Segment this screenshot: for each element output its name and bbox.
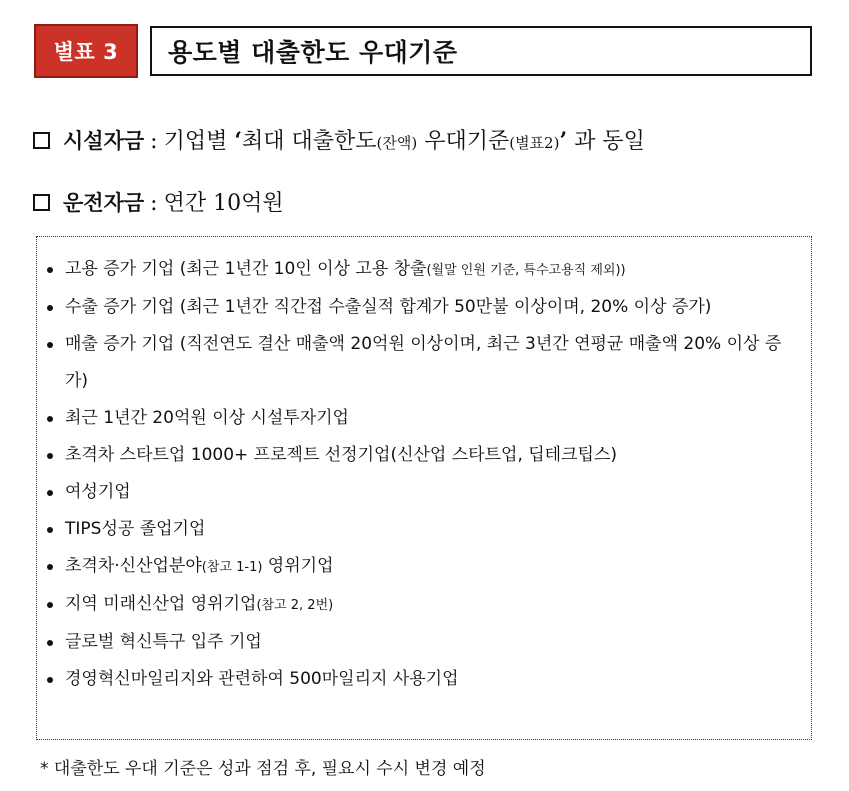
bullet-icon xyxy=(47,305,53,311)
facility-fund-label: 시설자금 xyxy=(63,129,145,153)
list-item xyxy=(45,624,811,661)
list-item xyxy=(45,289,811,326)
facility-text-before: 기업별 xyxy=(163,129,235,154)
criteria-text: 고용 증가 기업 (최근 1년간 10인 이상 고용 창출 xyxy=(65,259,427,279)
criteria-text: 최근 1년간 20억원 이상 시설투자기업 xyxy=(65,408,349,428)
bullet-icon xyxy=(47,416,53,422)
list-item xyxy=(45,511,811,548)
list-item xyxy=(45,548,811,586)
list-item xyxy=(45,437,811,474)
bullet-icon xyxy=(47,602,53,608)
criteria-text: 초격차·신산업분야 xyxy=(65,556,202,576)
operating-colon: : xyxy=(150,191,158,216)
criteria-text: 수출 증가 기업 (최근 1년간 직간접 수출실적 합계가 50만불 이상이며, 20% 이상 증가) xyxy=(65,297,712,317)
facility-paren-annex: (별표2) xyxy=(509,134,560,152)
page-title: 용도별 대출한도 우대기준 xyxy=(150,26,812,76)
bullet-icon xyxy=(47,640,53,646)
annex-badge: 별표 3 xyxy=(34,24,138,78)
list-item xyxy=(45,661,811,698)
criteria-list xyxy=(45,251,811,698)
list-item xyxy=(45,326,811,400)
criteria-text: 지역 미래신산업 영위기업 xyxy=(65,594,257,614)
bullet-icon xyxy=(47,342,53,348)
bullet-icon xyxy=(47,677,53,683)
bullet-icon xyxy=(47,527,53,533)
quote-open: ‘ xyxy=(234,128,242,154)
header xyxy=(34,24,812,78)
bullet-icon xyxy=(47,453,53,459)
criteria-note: (월말 인원 기준, 특수고용직 제외)) xyxy=(426,263,626,278)
criteria-note: (참고 1-1) xyxy=(201,560,263,575)
list-item xyxy=(45,586,811,624)
footnote: * 대출한도 우대 기준은 성과 점검 후, 필요시 수시 변경 예정 xyxy=(40,759,486,779)
checkbox-icon xyxy=(33,132,50,149)
list-item xyxy=(45,400,811,437)
bullet-icon xyxy=(47,490,53,496)
checkbox-icon xyxy=(33,194,50,211)
criteria-box xyxy=(36,236,812,740)
quote-close: ’ xyxy=(559,128,568,154)
bullet-icon xyxy=(47,267,53,273)
criteria-text: TIPS성공 졸업기업 xyxy=(65,519,206,539)
bullet-icon xyxy=(47,564,53,570)
facility-text-main: 최대 대출한도 xyxy=(242,129,377,154)
facility-text-after: 과 동일 xyxy=(567,129,645,154)
criteria-text: 경영혁신마일리지와 관련하여 500마일리지 사용기업 xyxy=(65,669,459,689)
criteria-text: 글로벌 혁신특구 입주 기업 xyxy=(65,632,262,652)
operating-fund-label: 운전자금 xyxy=(63,191,145,215)
criteria-note: (참고 2, 2번) xyxy=(256,598,334,613)
facility-colon: : xyxy=(150,129,158,154)
criteria-text: 여성기업 xyxy=(65,482,131,502)
list-item xyxy=(45,251,811,289)
operating-fund-text: 연간 10억원 xyxy=(163,191,284,216)
operating-fund-line xyxy=(33,186,284,217)
criteria-text: 초격차 스타트업 1000+ 프로젝트 선정기업(신산업 스타트업, 딥테크팁스) xyxy=(65,445,617,465)
criteria-text: 매출 증가 기업 (직전연도 결산 매출액 20억원 이상이며, 최근 3년간 연평균 매출액 20% 이상 증가) xyxy=(65,334,782,391)
facility-text-mid: 우대기준 xyxy=(417,129,510,154)
criteria-text-after: 영위기업 xyxy=(262,556,334,576)
facility-fund-line xyxy=(33,124,645,155)
list-item xyxy=(45,474,811,511)
facility-paren-balance: (잔액) xyxy=(376,134,418,152)
